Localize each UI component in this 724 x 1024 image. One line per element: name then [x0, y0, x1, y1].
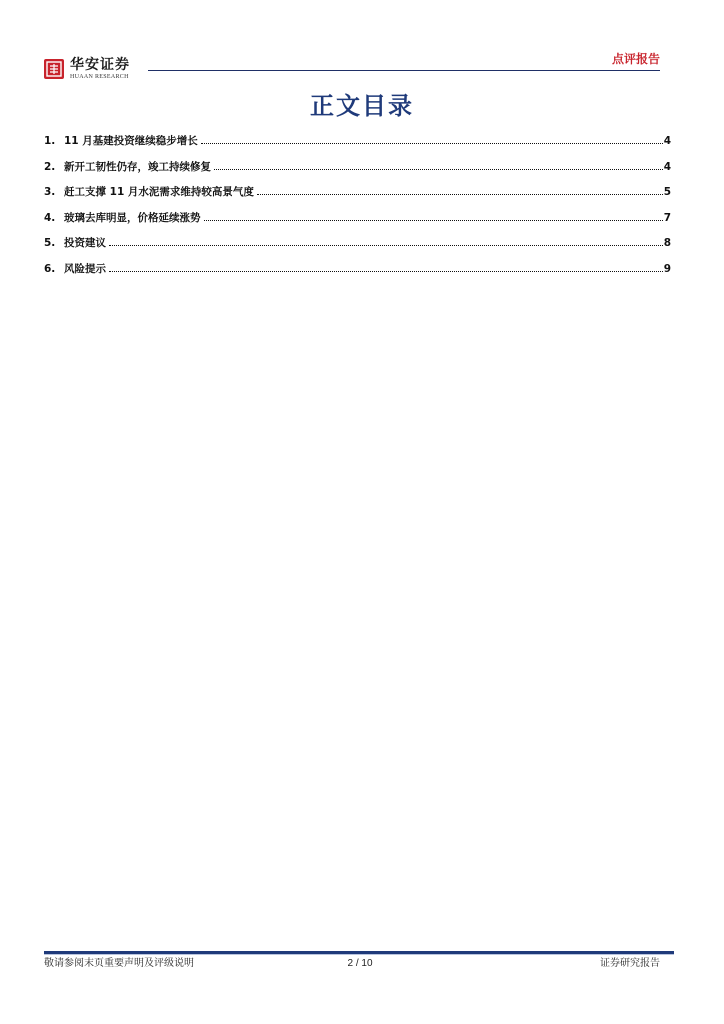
toc-entry[interactable] [44, 210, 671, 236]
toc-entry-number: 5. [44, 237, 56, 250]
toc-entry-number: 4. [44, 211, 56, 224]
toc-leader-dots [109, 271, 663, 272]
toc-entry-page[interactable]: 4 [663, 160, 671, 173]
header-divider [148, 70, 660, 71]
toc-leader-dots [109, 245, 663, 246]
toc-entry[interactable] [44, 159, 671, 185]
toc-entry-page[interactable]: 7 [663, 211, 671, 224]
footer-label: 证券研究报告 [600, 958, 660, 969]
footer-disclaimer: 敬请参阅末页重要声明及评级说明 [44, 958, 194, 969]
toc-entry-page[interactable]: 8 [663, 237, 671, 250]
toc-entry-title[interactable]: 风险提示 [64, 262, 106, 275]
company-name: 华安证券 [70, 57, 130, 73]
company-subtitle: HUAAN RESEARCH [70, 74, 129, 80]
toc-entry-page[interactable]: 9 [663, 262, 671, 275]
toc-entry[interactable] [44, 184, 671, 210]
toc-entry[interactable] [44, 133, 671, 159]
toc-leader-dots [204, 220, 663, 221]
toc-entry[interactable] [44, 235, 671, 261]
toc-leader-dots [201, 143, 663, 144]
page-header [0, 0, 724, 90]
table-of-contents [44, 133, 671, 287]
company-logo-icon [44, 59, 64, 79]
toc-entry-page[interactable]: 4 [663, 135, 671, 147]
footer-divider-shadow [44, 954, 674, 955]
toc-entry-title[interactable]: 玻璃去库明显，价格延续涨势 [64, 211, 201, 224]
toc-entry-page[interactable]: 5 [663, 186, 671, 199]
toc-entry-title[interactable]: 投资建议 [64, 237, 106, 250]
toc-entry-number: 1. [44, 135, 56, 147]
toc-entry-number: 2. [44, 160, 56, 173]
toc-title: 正文目录 [310, 91, 414, 120]
toc-entry-title[interactable]: 11 月基建投资继续稳步增长 [64, 135, 198, 147]
page-indicator: 2 / 10 [347, 958, 373, 969]
toc-leader-dots [257, 194, 663, 195]
toc-entry-number: 3. [44, 186, 56, 199]
toc-leader-dots [214, 169, 663, 170]
toc-entry-number: 6. [44, 262, 56, 275]
toc-entry-title[interactable]: 新开工韧性仍存，竣工持续修复 [64, 160, 211, 173]
toc-entry-title[interactable]: 赶工支撑 11 月水泥需求维持较高景气度 [64, 186, 254, 199]
toc-entry[interactable] [44, 261, 671, 287]
report-type-label: 点评报告 [611, 52, 660, 66]
